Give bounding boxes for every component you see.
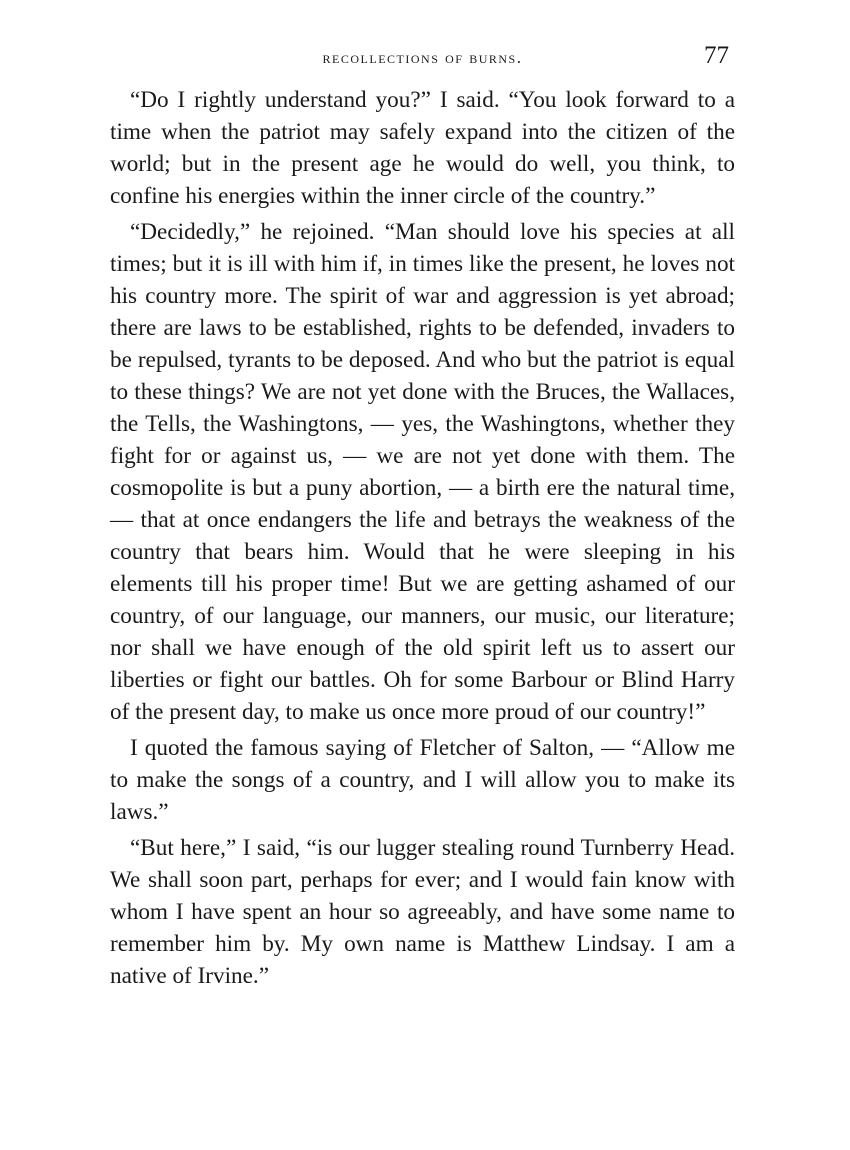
running-head [110,40,735,84]
page-number: 77 [704,42,729,69]
running-title: recollections of burns. [322,48,523,67]
paragraph: I quoted the famous saying of Fletcher of Salton, — “Allow me to make the songs of a country, and I will allow you to make its laws.” [110,735,735,825]
paragraph: “Do I rightly understand you?” I said. “You look forward to a time when the patriot may safely expand into the citizen of the world; but in the present age he would do well, you think, to confine his energies within the inner circle of the country.” [110,87,735,209]
body-text [110,84,735,992]
book-page [110,40,735,992]
paragraph: “But here,” I said, “is our lugger stealing round Turnberry Head. We shall soon part, perhaps for ever; and I would fain know with whom I have spent an hour so agreeably, and have some name to remember him by. My own name is Matthew Lindsay. I am a native of Irvine.” [110,835,735,989]
paragraph: “Decidedly,” he rejoined. “Man should love his species at all times; but it is ill with him if, in times like the present, he loves not his country more. The spirit of war and aggression is yet abroad; there are laws to be established, rights to be defended, invaders to be repulsed, tyrants to be deposed. And who but the patriot is equal to these things? We are not yet done with the Bruces, the Wallaces, the Tells, the Washingtons, — yes, the Washingtons, whether they fight for or against us, — we are not yet done with them. The cosmopolite is but a puny abortion, — a birth ere the natural time, — that at once endangers the life and betrays the weakness of the country that bears him. Would that he were sleeping in his elements till his proper time! But we are getting ashamed of our country, of our language, our manners, our music, our literature; nor shall we have enough of the old spirit left us to assert our liberties or fight our battles. Oh for some Barbour or Blind Harry of the present day, to make us once more proud of our country!” [110,219,735,725]
